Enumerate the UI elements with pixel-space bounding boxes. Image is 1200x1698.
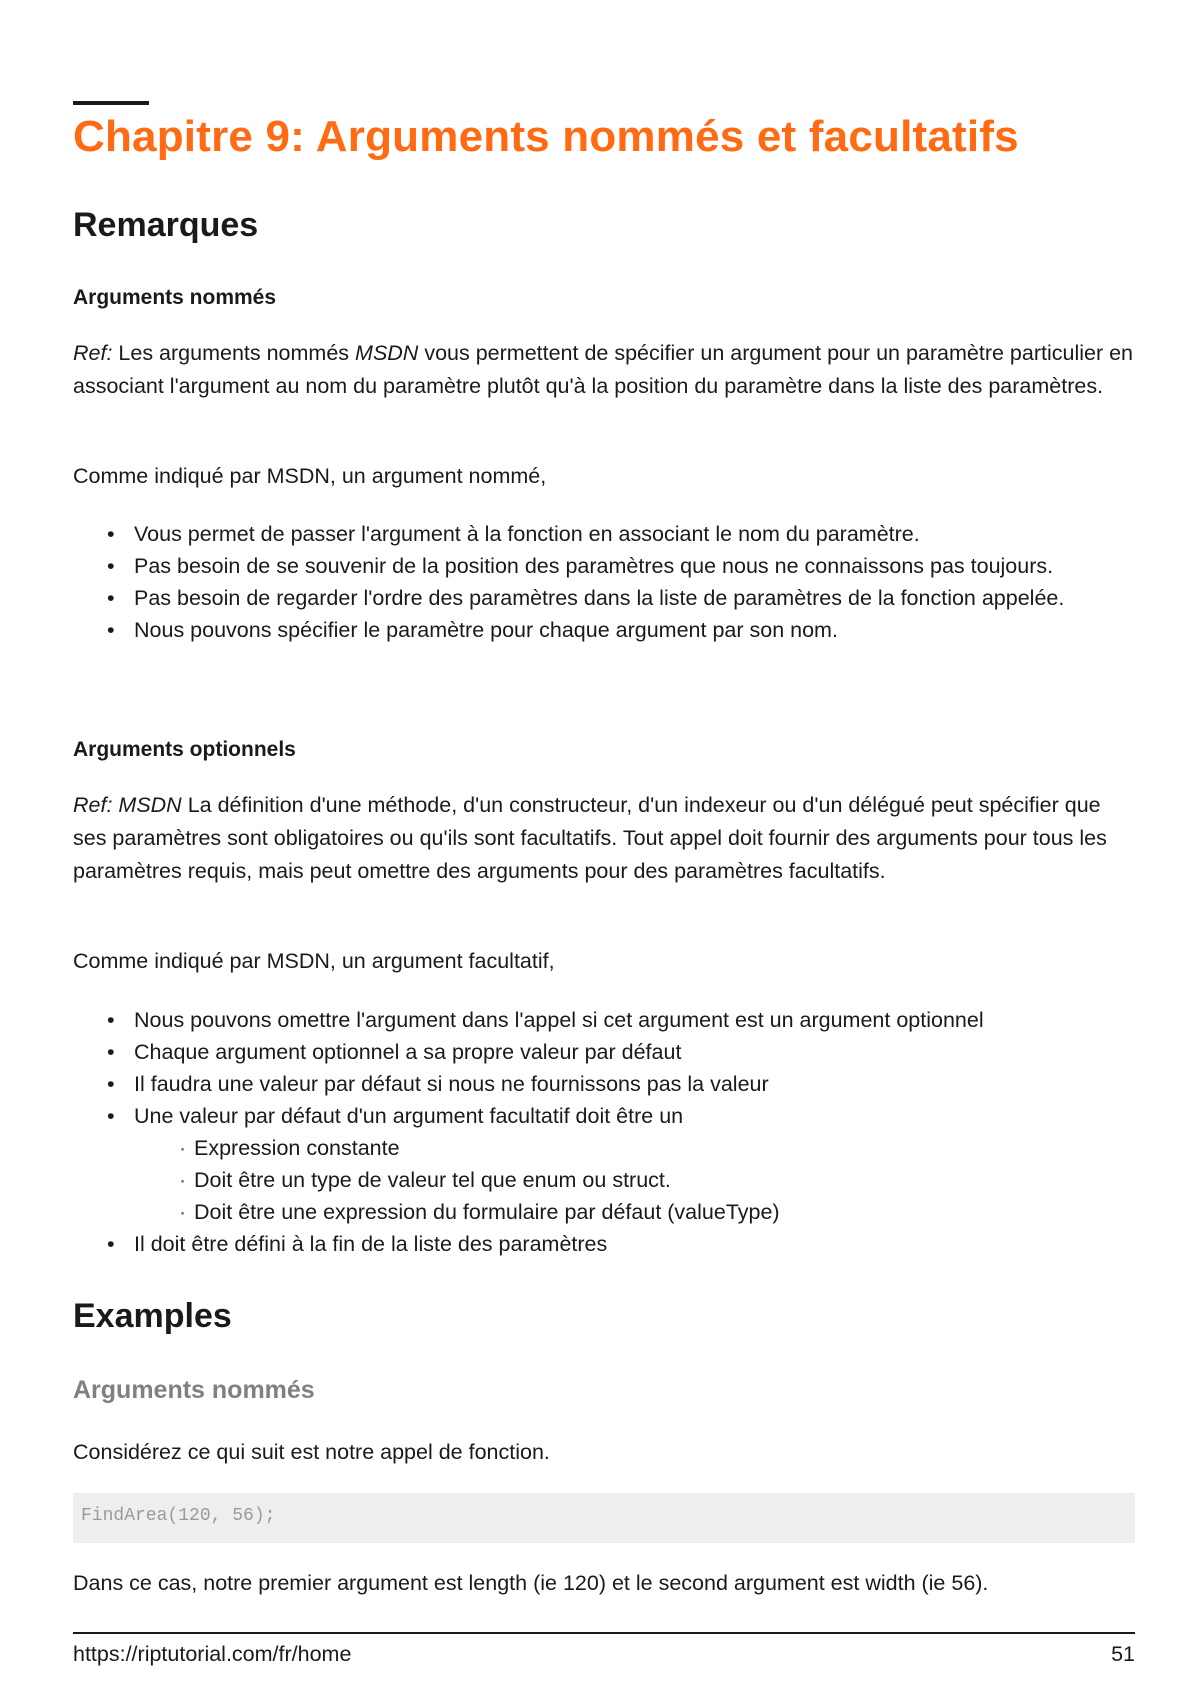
list-item: • Il faudra une valeur par défaut si nous ne fournissons pas la valeur [73, 1068, 1135, 1100]
named-arguments-heading: Arguments nommés [73, 286, 277, 309]
example-explanation: Dans ce cas, notre premier argument est length (ie 120) et le second argument est width (ie 56). [73, 1571, 989, 1595]
msdn-link[interactable]: MSDN [355, 341, 419, 365]
code-block [73, 1493, 1135, 1543]
list-item [73, 1100, 1135, 1228]
named-ref-text-1: Les arguments nommés [112, 341, 356, 365]
list-item: • Vous permet de passer l'argument à la fonction en associant le nom du paramètre. [73, 518, 1135, 550]
list-item-text: Une valeur par défaut d'un argument facultatif doit être un [134, 1104, 684, 1128]
ref-label: Ref: [73, 341, 113, 365]
list-item: • Nous pouvons spécifier le paramètre pour chaque argument par son nom. [73, 614, 1135, 646]
optional-ref-text: La définition d'une méthode, d'un constructeur, d'un indexeur ou d'un délégué peut spécifier que ses paramètres sont obligatoires ou qu'ils sont facultatifs. Tout appel doit fournir des arguments pour tous les paramètres requis, mais peut omettre des arguments pour des paramètres facultatifs. [73, 793, 1107, 883]
default-value-sub-list [134, 1132, 1135, 1228]
sub-list-item: · Doit être un type de valeur tel que enum ou struct. [134, 1164, 1135, 1196]
optional-ref-paragraph [73, 789, 1135, 888]
remarques-heading: Remarques [73, 206, 259, 244]
title-accent-rule [73, 101, 149, 105]
list-item: • Pas besoin de se souvenir de la position des paramètres que nous ne connaissons pas toujours. [73, 550, 1135, 582]
list-item: • Il doit être défini à la fin de la liste des paramètres [73, 1228, 1135, 1260]
optional-bullet-list [73, 1004, 1135, 1260]
named-ref-text-2: vous permettent de spécifier un argument pour un paramètre particulier en associant l'argument au nom du paramètre plutôt qu'à la position du paramètre dans la liste des paramètres. [73, 341, 1134, 398]
example-intro: Considérez ce qui suit est notre appel de fonction. [73, 1440, 550, 1464]
optional-intro: Comme indiqué par MSDN, un argument facultatif, [73, 949, 555, 973]
page-number: 51 [1111, 1642, 1135, 1666]
examples-heading: Examples [73, 1297, 232, 1335]
list-item: • Pas besoin de regarder l'ordre des paramètres dans la liste de paramètres de la fonction appelée. [73, 582, 1135, 614]
footer-url-link[interactable]: https://riptutorial.com/fr/home [73, 1642, 352, 1666]
list-item: • Nous pouvons omettre l'argument dans l'appel si cet argument est un argument optionnel [73, 1004, 1135, 1036]
named-ref-paragraph [73, 337, 1135, 403]
optional-arguments-heading: Arguments optionnels [73, 738, 296, 761]
sub-list-item: · Doit être une expression du formulaire par défaut (valueType) [134, 1196, 1135, 1228]
list-item: • Chaque argument optionnel a sa propre valeur par défaut [73, 1036, 1135, 1068]
sub-list-item: · Expression constante [134, 1132, 1135, 1164]
ref-msdn-link[interactable]: Ref: MSDN [73, 793, 182, 817]
chapter-title: Chapitre 9: Arguments nommés et facultatifs [73, 112, 1019, 161]
code-line: FindArea(120, 56); [81, 1506, 276, 1526]
example-named-arguments-heading: Arguments nommés [73, 1376, 315, 1404]
named-bullet-list [73, 518, 1135, 646]
named-intro: Comme indiqué par MSDN, un argument nommé, [73, 464, 547, 488]
footer-divider [73, 1632, 1135, 1634]
